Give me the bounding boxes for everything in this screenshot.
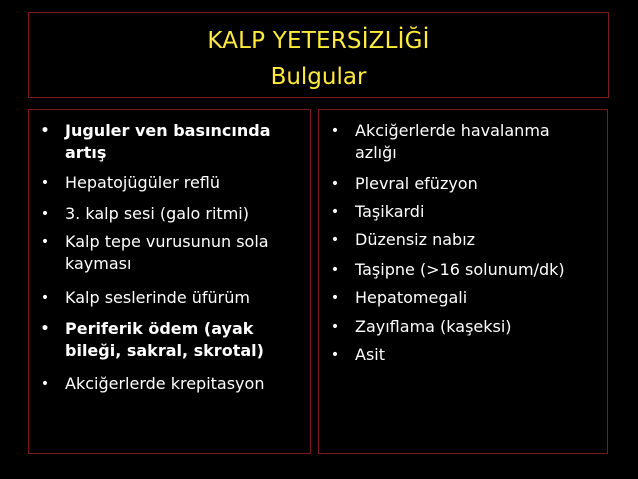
slide-subtitle: Bulgular [270, 64, 367, 90]
left-findings-box [28, 109, 311, 454]
bullet-icon: • [330, 176, 340, 192]
list-item-text: Akciğerlerde krepitasyon [65, 374, 265, 393]
bullet-icon: • [330, 319, 340, 335]
bullet-icon: • [40, 321, 50, 337]
bullet-icon: • [40, 290, 50, 306]
list-item-text: Hepatomegali [355, 288, 468, 307]
bullet-icon: • [40, 175, 50, 191]
list-item-text: Taşikardi [355, 202, 425, 221]
list-item-text: Asit [355, 345, 385, 364]
bullet-icon: • [40, 376, 50, 392]
list-item-text: Hepatojügüler reflü [65, 173, 221, 192]
bullet-icon: • [40, 206, 50, 222]
bullet-icon: • [330, 290, 340, 306]
slide-title: KALP YETERSİZLİĞİ [207, 28, 430, 54]
bullet-icon: • [330, 123, 340, 139]
list-item-text: Periferik ödem (ayak [65, 319, 254, 338]
list-item-text: Düzensiz nabız [355, 230, 476, 249]
title-box [28, 12, 609, 98]
right-findings-box [318, 109, 608, 454]
list-item-text: Akciğerlerde havalanma [355, 121, 550, 140]
bullet-icon: • [330, 347, 340, 363]
list-item-text-continued: azlığı [355, 143, 397, 162]
list-item-text: 3. kalp sesi (galo ritmi) [65, 204, 249, 223]
list-item-text: Zayıflama (kaşeksi) [355, 317, 512, 336]
list-item-text: Juguler ven basıncında [65, 121, 271, 140]
list-item-text: Plevral efüzyon [355, 174, 478, 193]
bullet-icon: • [330, 204, 340, 220]
bullet-icon: • [40, 234, 50, 250]
list-item-text: Kalp tepe vurusunun sola [65, 232, 269, 251]
bullet-icon: • [40, 123, 50, 139]
bullet-icon: • [330, 262, 340, 278]
list-item-text: Kalp seslerinde üfürüm [65, 288, 250, 307]
list-item-text-continued: bileği, sakral, skrotal) [65, 341, 264, 360]
list-item-text-continued: kayması [65, 254, 132, 273]
list-item-text: Taşipne (>16 solunum/dk) [355, 260, 565, 279]
bullet-icon: • [330, 232, 340, 248]
list-item-text-continued: artış [65, 143, 107, 162]
